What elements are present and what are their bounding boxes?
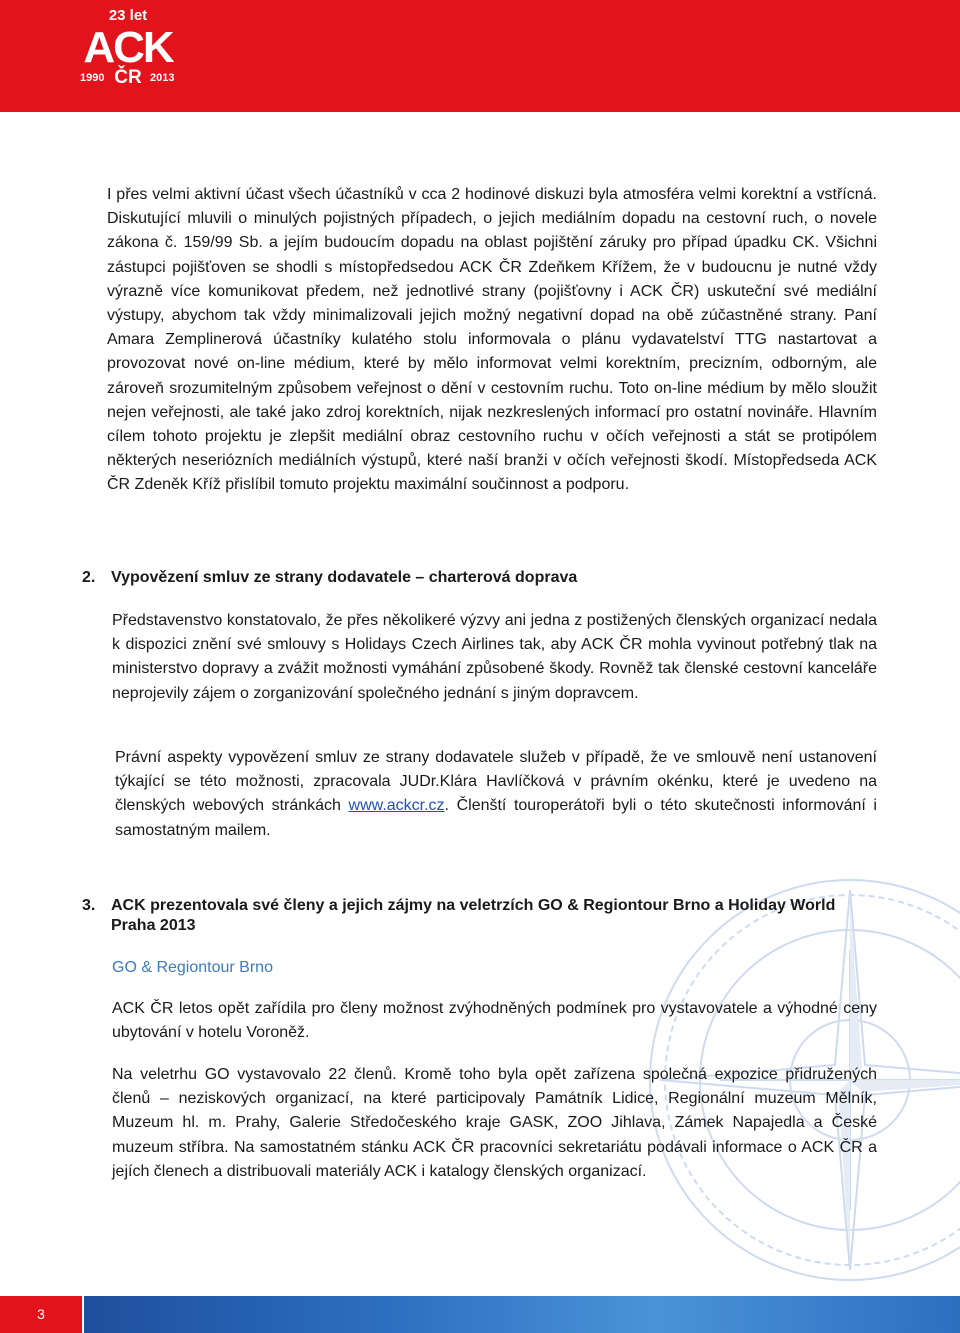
logo-period-start: 1990: [80, 72, 105, 84]
footer-decorative-bar: [84, 1296, 960, 1333]
logo-name: ACK: [83, 23, 173, 72]
logo-years: 23 let: [108, 7, 148, 24]
section2-paragraph-2-start: Právní aspekty vypovězení smluv ze strany dodavatele služeb v případě, že ve smlouvě není ustanovení týkající se této možnosti, zpracovala JUDr.Klára Havlíčková v právním okénku, které je uvedeno na členských webových stránkách: [115, 749, 877, 815]
header-bar: [0, 0, 960, 112]
section3-number: 3.: [82, 897, 96, 914]
ackcr-website-link[interactable]: www.ackcr.cz: [348, 797, 445, 815]
section3-paragraph-2: Na veletrhu GO vystavovalo 22 členů. Kromě toho byla opět zařízena společná expozice přidružených členů – neziskových organizací, na které participovaly Památník Lidice, Regionální muzeum Mělník, Muzeum hl. m. Prahy, Galerie Středočeského kraje GASK, ZOO Jihlava, Zámek Napajedla a České muzeum stříbra. Na samostatném stánku ACK ČR pracovníci sekretariátu podávali informace o ACK ČR a jejích členech a distribuovali materiály ACK i katalogy členských organizací.: [112, 1066, 877, 1180]
logo-period-end: 2013: [150, 72, 175, 84]
section2-paragraph-2-end: . Členští touroperátoři byli o této skutečnosti informování i samostatným mailem.: [115, 797, 877, 839]
ack-logo: [76, 4, 180, 86]
section2-title: Vypovězení smluv ze strany dodavatele – charterová doprava: [111, 569, 578, 586]
section3-title: ACK prezentovala své členy a jejich zájmy na veletrzích GO & Regiontour Brno a Holiday World Praha 2013: [111, 897, 836, 934]
section1-paragraph: I přes velmi aktivní účast všech účastníků v cca 2 hodinové diskuzi byla atmosféra velmi korektní a vstřícná. Diskutující mluvili o minulých pojistných případech, o jejich mediálním dopadu na cestovní ruch, o novele zákona č. 159/99 Sb. a jejím budoucím dopadu na oblast pojištění záruky pro případ úpadku CK. Všichni zástupci pojišťoven se shodli s místopředsedou ACK ČR Zdeňkem Křížem, že v budoucnu je nutné vždy výrazně více komunikovat předem, než jednotlivé strany (pojišťovny i ACK ČR) uskuteční své mediální výstupy, abychom tak vždy minimalizovali jejich možný negativní dopad na obě zúčastněné strany. Paní Amara Zemplinerová účastníky kulatého stolu informovala o plánu vydavatelství TTG nastartovat a provozovat nové on-line médium, které by mělo informovat velmi korektním, precizním, odborným, ale zároveň srozumitelným způsobem veřejnost o dění v cestovním ruchu. Toto on-line médium by mělo sloužit nejen veřejnosti, ale také jako zdroj korektních, nijak nezkreslených informací pro ostatní novináře. Hlavním cílem tohoto projektu je zlepšit mediální obraz cestovního ruchu v očích veřejnosti a stát se protipólem některých neseriózních mediálních výstupů, které naší branži v očích veřejnosti škodí. Místopředseda ACK ČR Zdeněk Kříž přislíbil tomuto projektu maximální součinnost a podporu.: [107, 186, 877, 494]
section2-heading: [82, 568, 882, 588]
section2-paragraph-2: [115, 746, 877, 843]
section3-heading: [82, 896, 882, 936]
footer: [0, 1296, 960, 1333]
logo-country: ČR: [114, 67, 142, 86]
section3-subheading: GO & Regiontour Brno: [112, 959, 273, 976]
section3-paragraph-1: ACK ČR letos opět zařídila pro členy možnost zvýhodněných podmínek pro vystavovatele a výhodné ceny ubytování v hotelu Voroněž.: [112, 1000, 877, 1042]
page-number: 3: [0, 1296, 82, 1333]
section2-number: 2.: [82, 569, 96, 586]
section2-paragraph-1: Představenstvo konstatovalo, že přes několikeré výzvy ani jedna z postižených členských organizací nedala k dispozici znění své smlouvy s Holidays Czech Airlines tak, aby ACK ČR mohla vyvinout potřebný tlak na ministerstvo dopravy a zvážit možnosti vymáhání způsobené škody. Rovněž tak členské cestovní kanceláře neprojevily zájem o zorganizování společného jednání s jiným dopravcem.: [112, 612, 877, 702]
